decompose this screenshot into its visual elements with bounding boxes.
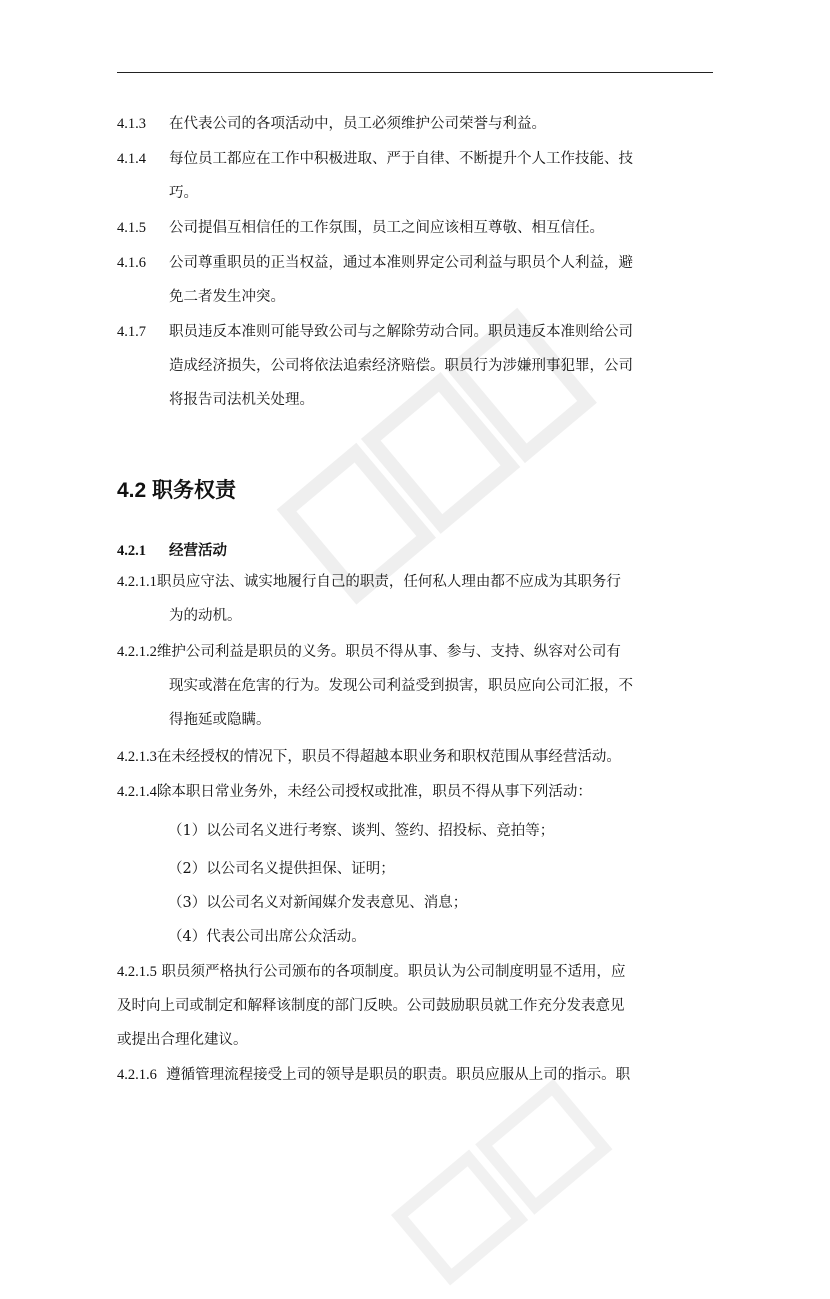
clause-text-cont: 及时向上司或制定和解释该制度的部门反映。公司鼓励职员就工作充分发表意见 bbox=[117, 998, 625, 1014]
clause-number: 4.1.7 bbox=[117, 324, 146, 340]
clause-number: 4.2.1.5 bbox=[117, 964, 157, 980]
clause-number: 4.1.5 bbox=[117, 220, 146, 236]
clause-text-cont: 为的动机。 bbox=[169, 608, 242, 624]
clause-number: 4.2.1.4 bbox=[117, 784, 157, 800]
clause-text-cont: 将报告司法机关处理。 bbox=[169, 392, 314, 408]
clause-text-cont: 得拖延或隐瞒。 bbox=[169, 712, 271, 728]
subsection-number: 4.2.1 bbox=[117, 543, 146, 559]
clause-text: 遵循管理流程接受上司的领导是职员的职责。职员应服从上司的指示。职 bbox=[166, 1067, 631, 1083]
clause-4-2-1-1 bbox=[117, 565, 717, 633]
clause-4-2-1-2 bbox=[117, 635, 717, 737]
subsection-heading bbox=[117, 536, 227, 566]
clause-4-2-1-6 bbox=[117, 1058, 717, 1092]
subsection-title: 经营活动 bbox=[169, 542, 227, 559]
clause-4-2-1-3 bbox=[117, 740, 717, 774]
clause-text: 在代表公司的各项活动中，员工必须维护公司荣誉与利益。 bbox=[169, 116, 546, 132]
clause-text: 职员应守法、诚实地履行自己的职责，任何私人理由都不应成为其职务行 bbox=[156, 574, 621, 590]
clause-text: 除本职日常业务外，未经公司授权或批准，职员不得从事下列活动： bbox=[156, 784, 592, 800]
clause-text: 职员违反本准则可能导致公司与之解除劳动合同。职员违反本准则给公司 bbox=[169, 324, 633, 340]
clause-text: 职员须严格执行公司颁布的各项制度。职员认为公司制度明显不适用，应 bbox=[161, 964, 626, 980]
header-rule bbox=[117, 72, 713, 73]
clause-text: 公司提倡互相信任的工作氛围，员工之间应该相互尊敬、相互信任。 bbox=[169, 220, 604, 236]
clause-text: 公司尊重职员的正当权益，通过本准则界定公司利益与职员个人利益，避 bbox=[169, 255, 633, 271]
clause-4-1-3 bbox=[117, 107, 717, 141]
list-item: （2）以公司名义提供担保、证明； bbox=[168, 861, 395, 877]
clause-number: 4.2.1.3 bbox=[117, 749, 157, 765]
clause-4-1-7 bbox=[117, 315, 717, 417]
clause-4-2-1-5 bbox=[117, 955, 717, 1057]
clause-text-cont: 免二者发生冲突。 bbox=[169, 289, 285, 305]
clause-text-cont: 现实或潜在危害的行为。发现公司利益受到损害，职员应向公司汇报，不 bbox=[169, 678, 633, 694]
clause-number: 4.2.1.2 bbox=[117, 644, 157, 660]
clause-number: 4.2.1.6 bbox=[117, 1067, 157, 1083]
clause-4-1-5 bbox=[117, 211, 717, 245]
clause-text-cont: 或提出合理化建议。 bbox=[117, 1032, 248, 1048]
clause-4-2-1-4 bbox=[117, 775, 717, 809]
clause-text: 在未经授权的情况下，职员不得超越本职业务和职权范围从事经营活动。 bbox=[156, 749, 621, 765]
clause-4-1-6 bbox=[117, 246, 717, 314]
clause-4-1-4 bbox=[117, 142, 717, 210]
clause-text: 每位员工都应在工作中积极进取、严于自律、不断提升个人工作技能、技 bbox=[169, 151, 633, 167]
clause-number: 4.1.3 bbox=[117, 116, 146, 132]
section-heading: 4.2 职务权责 bbox=[117, 479, 237, 502]
clause-number: 4.1.4 bbox=[117, 151, 146, 167]
list-item: （4）代表公司出席公众活动。 bbox=[168, 929, 366, 945]
clause-text-cont: 造成经济损失，公司将依法追索经济赔偿。职员行为涉嫌刑事犯罪，公司 bbox=[169, 358, 633, 374]
clause-text-cont: 巧。 bbox=[169, 185, 198, 201]
list-item: （3）以公司名义对新闻媒介发表意见、消息； bbox=[168, 895, 468, 911]
clause-number: 4.1.6 bbox=[117, 255, 146, 271]
clause-number: 4.2.1.1 bbox=[117, 574, 157, 590]
list-item: （1）以公司名义进行考察、谈判、签约、招投标、竞拍等； bbox=[168, 823, 555, 839]
clause-text: 维护公司利益是职员的义务。职员不得从事、参与、支持、纵容对公司有 bbox=[156, 644, 621, 660]
